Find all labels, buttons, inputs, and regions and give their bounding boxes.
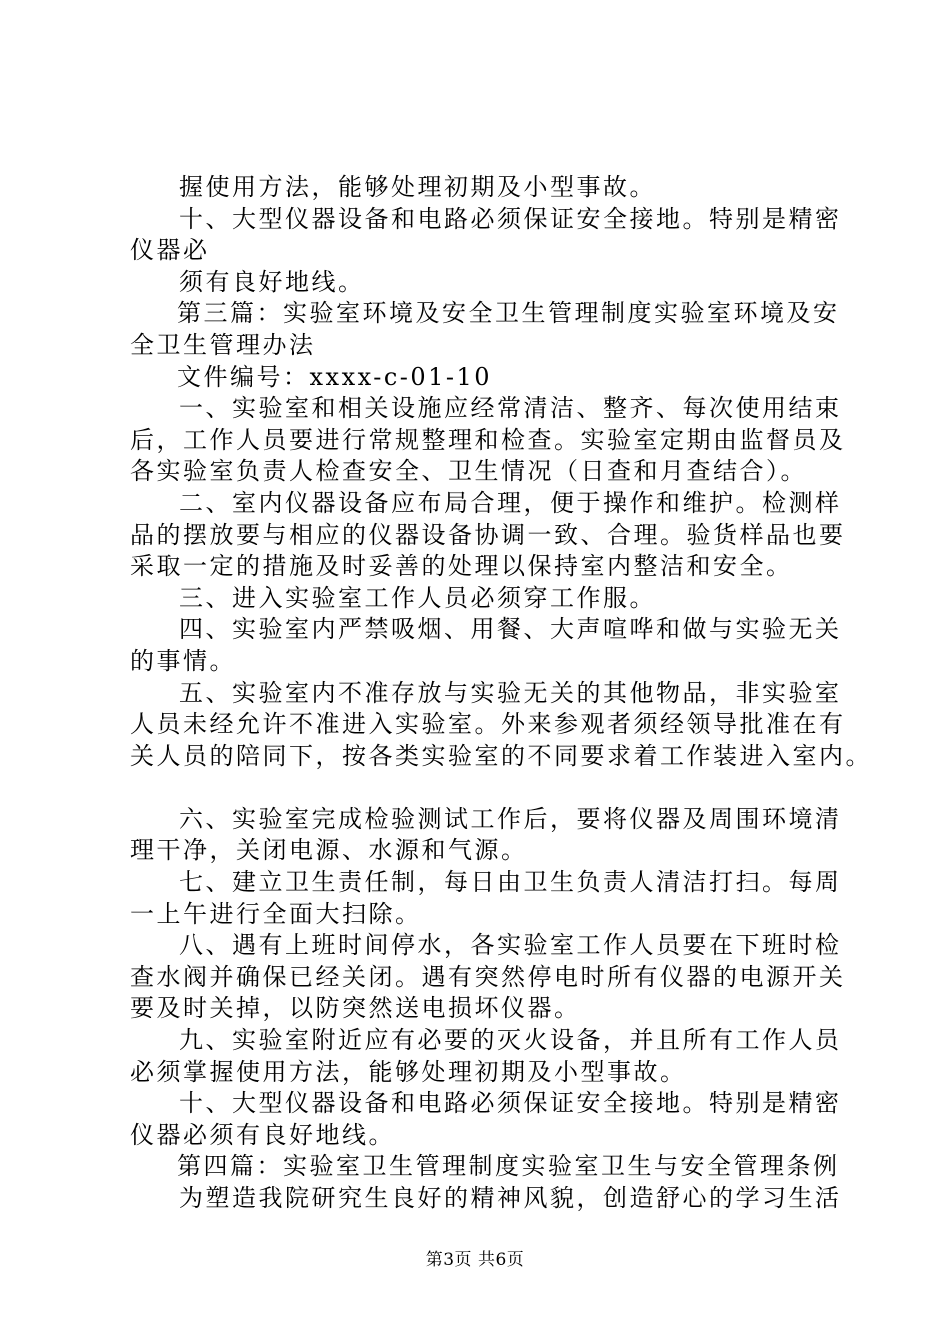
text-line: 三、进入实验室工作人员必须穿工作服。 bbox=[179, 583, 656, 612]
text-line: 为塑造我院研究生良好的精神风貌，创造舒心的学习生活 bbox=[179, 1184, 842, 1212]
text-line: 的事情。 bbox=[130, 646, 236, 675]
page-footer: 第3页 共6页 bbox=[425, 1250, 525, 1270]
text-line: 必须掌握使用方法，能够处理初期及小型事故。 bbox=[130, 1057, 687, 1086]
text-line: 人员未经允许不准进入实验室。外来参观者须经领导批准在有 bbox=[130, 710, 846, 739]
text-line: 第四篇：实验室卫生管理制度实验室卫生与安全管理条例 bbox=[177, 1152, 840, 1181]
text-line: 八、遇有上班时间停水，各实验室工作人员要在下班时检 bbox=[179, 931, 842, 960]
text-line: 查水阀并确保已经关闭。遇有突然停电时所有仪器的电源开关 bbox=[130, 962, 846, 991]
text-line: 要及时关掉，以防突然送电损坏仪器。 bbox=[130, 994, 581, 1023]
text-line: 握使用方法，能够处理初期及小型事故。 bbox=[179, 173, 656, 201]
text-line: 四、实验室内严禁吸烟、用餐、大声喧哗和做与实验无关 bbox=[179, 615, 842, 644]
text-line: 六、实验室完成检验测试工作后，要将仪器及周围环境清 bbox=[179, 804, 842, 833]
text-line: 全卫生管理办法 bbox=[130, 330, 316, 359]
text-line: 十、大型仪器设备和电路必须保证安全接地。特别是精密 bbox=[179, 1089, 842, 1118]
text-line: 采取一定的措施及时妥善的处理以保持室内整洁和安全。 bbox=[130, 552, 793, 581]
text-line: 一、实验室和相关设施应经常清洁、整齐、每次使用结束 bbox=[179, 394, 842, 423]
text-line: 须有良好地线。 bbox=[179, 267, 365, 296]
text-line: 文件编号：xxxx-c-01-10 bbox=[177, 362, 493, 391]
text-line: 各实验室负责人检查安全、卫生情况（日查和月查结合）。 bbox=[130, 457, 807, 486]
text-line: 一上午进行全面大扫除。 bbox=[130, 899, 422, 928]
text-line: 品的摆放要与相应的仪器设备协调一致、合理。验货样品也要 bbox=[130, 520, 846, 549]
blank-line bbox=[130, 772, 830, 804]
text-line: 第三篇：实验室环境及安全卫生管理制度实验室环境及安 bbox=[177, 299, 840, 328]
text-line: 仪器必 bbox=[130, 236, 210, 265]
text-line: 七、建立卫生责任制，每日由卫生负责人清洁打扫。每周 bbox=[179, 868, 842, 897]
text-line: 理干净，关闭电源、水源和气源。 bbox=[130, 836, 528, 865]
text-line: 仪器必须有良好地线。 bbox=[130, 1120, 395, 1149]
text-line: 后，工作人员要进行常规整理和检查。实验室定期由监督员及 bbox=[130, 425, 846, 454]
text-line: 二、室内仪器设备应布局合理，便于操作和维护。检测样 bbox=[179, 488, 842, 517]
text-line: 九、实验室附近应有必要的灭火设备，并且所有工作人员 bbox=[179, 1026, 842, 1055]
document-body bbox=[130, 172, 872, 1215]
text-line: 关人员的陪同下，按各类实验室的不同要求着工作装进入室内。 bbox=[130, 741, 872, 770]
text-line: 十、大型仪器设备和电路必须保证安全接地。特别是精密 bbox=[179, 204, 842, 233]
text-line: 五、实验室内不准存放与实验无关的其他物品，非实验室 bbox=[179, 678, 842, 707]
